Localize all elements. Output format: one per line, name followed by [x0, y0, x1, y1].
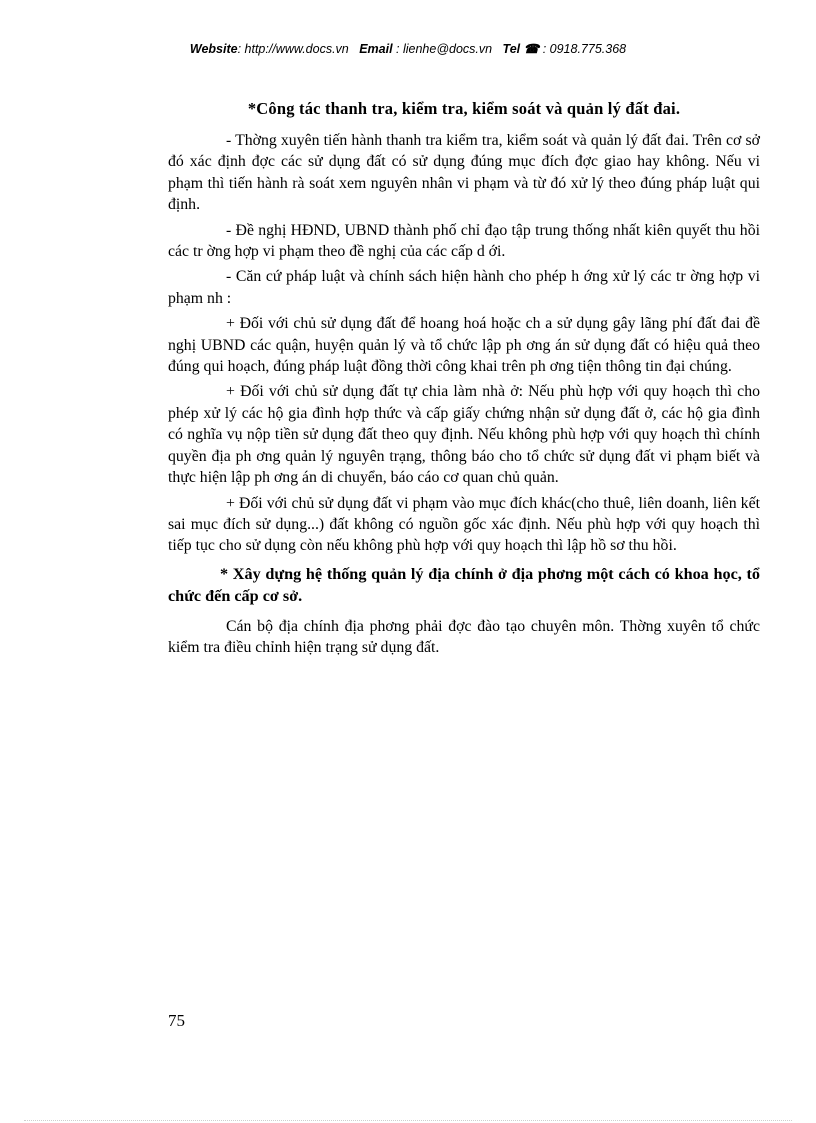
- paragraph: + Đối với chủ sử dụng đất vi phạm vào mục đích khác(cho thuê, liên doanh, liên kết sai mục đích sử dụng...) đất không có nguồn gốc xác định. Nếu phù hợp với quy hoạch thì tiếp tục cho sử dụng còn nếu không phù hợp với quy hoạch thì lập hồ sơ thu hồi.: [168, 494, 760, 555]
- email-value: : lienhe@docs.vn: [392, 42, 493, 56]
- paragraph: + Đối với chủ sử dụng đất để hoang hoá hoặc ch a sử dụng gây lãng phí đất đai đề nghị UBND các quận, huyện quản lý và tổ chức lập ph ơng án sử dụng đất có hiệu quả theo đúng qui hoạch, đúng pháp luật đồng thời công khai trên ph ơng tiện thông tin đại chúng.: [168, 315, 760, 376]
- page-bottom-divider: [24, 1120, 792, 1121]
- paragraph: - Thờng xuyên tiến hành thanh tra kiểm tra, kiểm soát và quản lý đất đai. Trên cơ sở đó xác định đợc các sử dụng đất có sử dụng đúng mục đích đợc giao hay không. Nếu vi phạm thì tiến hành rà soát xem nguyên nhân vi phạm và từ đó xử lý theo đúng pháp luật qui định.: [168, 132, 760, 214]
- document-body: [168, 98, 760, 663]
- tel-label: Tel: [502, 42, 521, 56]
- page-header: [0, 41, 816, 56]
- paragraph: + Đối với chủ sử dụng đất tự chia làm nhà ở: Nếu phù hợp với quy hoạch thì cho phép xử lý các hộ gia đình hợp thức và cấp giấy chứng nhận sử dụng đất ở, các hộ gia đình có nghĩa vụ nộp tiền sử dụng đất theo quy định. Nếu không phù hợp với quy hoạch thì chính quyền địa ph ơng quản lý nguyên trạng, thông báo cho tổ chức sử dụng đất vi phạm biết và thực hiện lập ph ơng án di chuyển, báo cáo cơ quan chủ quản.: [168, 383, 760, 487]
- paragraph: - Căn cứ pháp luật và chính sách hiện hành cho phép h ớng xử lý các tr ờng hợp vi phạm nh :: [168, 268, 760, 307]
- section-title-cadastral: * Xây dựng hệ thống quản lý địa chính ở địa phơng một cách có khoa học, tổ chức đến cấp cơ sở.: [168, 564, 760, 605]
- paragraph: Cán bộ địa chính địa phơng phải đợc đào tạo chuyên môn. Thờng xuyên tổ chức kiểm tra điều chỉnh hiện trạng sử dụng đất.: [168, 617, 760, 657]
- section-title-inspection: *Công tác thanh tra, kiểm tra, kiểm soát và quản lý đất đai.: [247, 99, 681, 118]
- website-value: : http://www.docs.vn: [237, 42, 349, 56]
- tel-value: : 0918.775.368: [542, 42, 627, 56]
- page-number: 75: [168, 1011, 185, 1030]
- email-label: Email: [359, 42, 393, 56]
- phone-icon: ☎: [523, 42, 540, 56]
- paragraph: - Đề nghị HĐND, UBND thành phố chỉ đạo tập trung thống nhất kiên quyết thu hồi các tr ờng hợp vi phạm theo đề nghị của các cấp d ới.: [168, 221, 760, 261]
- website-label: Website: [189, 42, 238, 56]
